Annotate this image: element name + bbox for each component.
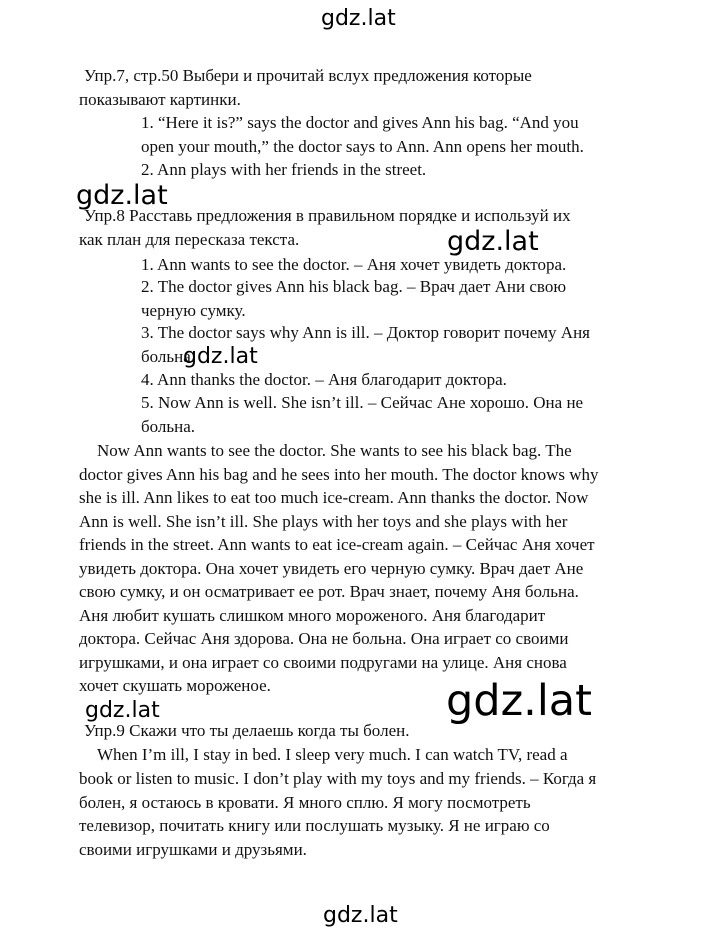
paragraph-line: Ann is well. She isn’t ill. She plays with her toys and she plays with her xyxy=(79,512,568,531)
paragraph-line: игрушками, и она играет со своими подругами на улице. Аня снова xyxy=(79,653,567,672)
list-item: 5. Now Ann is well. She isn’t ill. – Сейчас Ане хорошо. Она не xyxy=(141,393,584,412)
paragraph-line: телевизор, почитать книгу или послушать музыку. Я не играю со xyxy=(79,816,550,835)
text-line: больна. xyxy=(141,347,196,366)
paragraph-line: doctor gives Ann his bag and he sees into her mouth. The doctor knows why xyxy=(79,465,599,484)
watermark: gdz.lat xyxy=(183,344,258,369)
list-item: 2. The doctor gives Ann his black bag. – Врач дает Ани свою xyxy=(141,277,567,296)
paragraph-line: болен, я остаюсь в кровати. Я много сплю. Я могу посмотреть xyxy=(79,793,531,812)
list-item: 4. Ann thanks the doctor. – Аня благодарит доктора. xyxy=(141,370,507,389)
paragraph-line: увидеть доктора. Она хочет увидеть его черную сумку. Врач дает Ане xyxy=(79,559,584,578)
list-item: 2. Ann plays with her friends in the street. xyxy=(141,160,427,179)
paragraph-line: хочет скушать мороженое. xyxy=(79,676,271,695)
watermark: gdz.lat xyxy=(85,698,160,723)
paragraph-line: Аня любит кушать слишком много мороженого. Аня благодарит xyxy=(79,606,546,625)
paragraph-line: friends in the street. Ann wants to eat ice-cream again. – Сейчас Аня хочет xyxy=(79,535,595,554)
paragraph-line: Now Ann wants to see the doctor. She wants to see his black bag. The xyxy=(97,441,572,460)
exercise-heading: Упр.9 Скажи что ты делаешь когда ты болен. xyxy=(84,721,410,740)
exercise-heading: Упр.7, стр.50 Выбери и прочитай вслух предложения которые xyxy=(84,66,532,85)
paragraph-line: своими игрушками и друзьями. xyxy=(79,840,307,859)
text-line: open your mouth,” the doctor says to Ann. Ann opens her mouth. xyxy=(141,137,584,156)
watermark: gdz.lat xyxy=(447,226,539,257)
paragraph-line: свою сумку, и он осматривает ее рот. Врач знает, почему Аня больна. xyxy=(79,582,579,601)
list-item: 1. “Here it is?” says the doctor and gives Ann his bag. “And you xyxy=(141,113,579,132)
list-item: 1. Ann wants to see the doctor. – Аня хочет увидеть доктора. xyxy=(141,255,567,274)
watermark: gdz.lat xyxy=(446,676,592,726)
paragraph-line: доктора. Сейчас Аня здорова. Она не больна. Она играет со своими xyxy=(79,629,569,648)
text-line: как план для пересказа текста. xyxy=(79,230,300,249)
paragraph-line: she is ill. Ann likes to eat too much ice-cream. Ann thanks the doctor. Now xyxy=(79,488,589,507)
paragraph-line: When I’m ill, I stay in bed. I sleep very much. I can watch TV, read a xyxy=(97,745,568,764)
text-line: показывают картинки. xyxy=(79,90,241,109)
watermark: gdz.lat xyxy=(321,6,396,31)
watermark: gdz.lat xyxy=(323,903,398,928)
watermark: gdz.lat xyxy=(76,180,168,211)
exercise-heading: Упр.8 Расставь предложения в правильном порядке и используй их xyxy=(84,206,571,225)
text-line: черную сумку. xyxy=(141,301,246,320)
list-item: 3. The doctor says why Ann is ill. – Доктор говорит почему Аня xyxy=(141,323,590,342)
text-line: больна. xyxy=(141,417,196,436)
paragraph-line: book or listen to music. I don’t play with my toys and my friends. – Когда я xyxy=(79,769,597,788)
